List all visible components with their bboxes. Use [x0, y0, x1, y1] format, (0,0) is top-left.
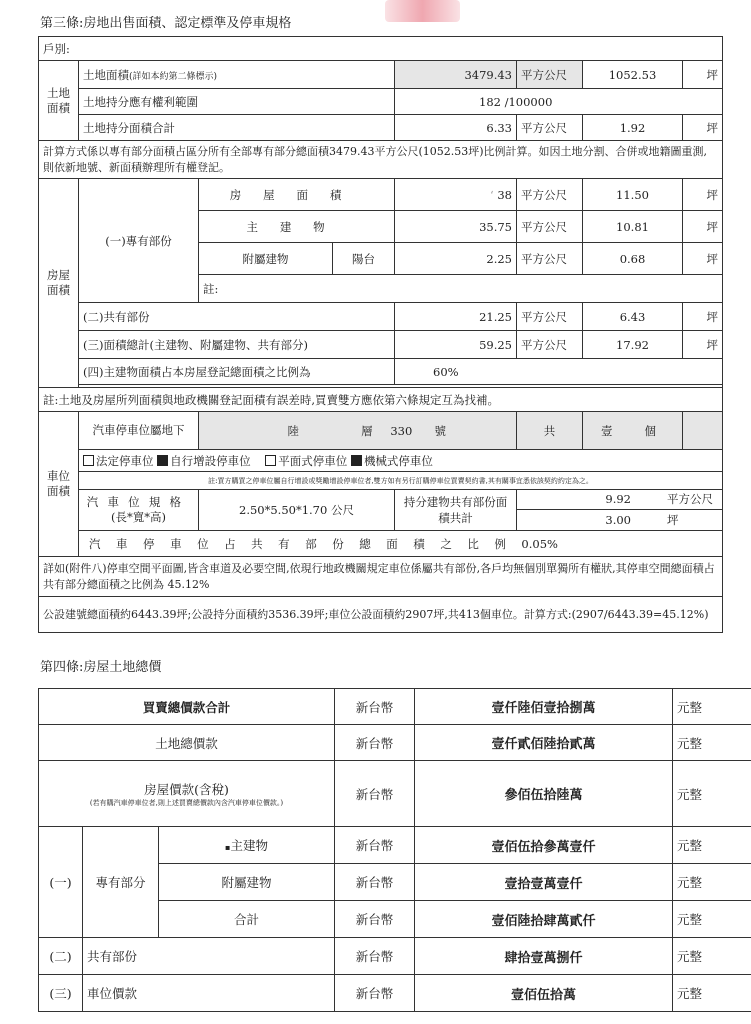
land-right-label: 土地持分應有權利範圍 — [79, 89, 395, 115]
parking-count: 壹 個 — [583, 412, 683, 450]
checkbox-empty-icon — [265, 455, 276, 466]
price-total-label: 買賣總價款合計 — [39, 689, 335, 725]
land-note: 計算方式係以專有部分面積占區分所有全部專有部分總面積3479.43平方公尺(1052.53坪)比例計算。如因土地分割、合併或地籍圖重測,則依新地號、新面積辦理所有權登記。 — [39, 141, 723, 179]
section-3-title: 第三條:房地出售面積、認定標準及停車規格 — [40, 16, 292, 31]
unit-yuan: 元整 — [673, 901, 751, 938]
area-note: 註:土地及房屋所列面積與地政機關登記面積有誤差時,買賣雙方應依第六條規定互為找補。 — [39, 388, 723, 412]
checkbox-filled-icon — [157, 455, 168, 466]
price-house-label: 房屋價款(含稅) (若有購汽車停車位者,則上述買賣總價款內含汽車停車位價款。) — [39, 761, 335, 827]
price-parking-amount: 壹佰伍拾萬 — [415, 975, 673, 1012]
house-main-m2: 35.75 — [395, 211, 517, 243]
price-land-amount: 壹仟貳佰陸拾貳萬 — [415, 725, 673, 761]
unit-yuan: 元整 — [673, 725, 751, 761]
house-main-label: 主建物 — [199, 211, 395, 243]
price-land-label: 土地總價款 — [39, 725, 335, 761]
house-annex-label: 附屬建物 — [199, 243, 333, 275]
land-share-ping: 1.92 — [583, 115, 683, 141]
parking-spec-value: 2.50*5.50*1.70 公尺 — [199, 490, 395, 531]
unit-m2: 平方公尺 — [517, 243, 583, 275]
unit-m2: 平方公尺 — [517, 211, 583, 243]
parking-type-2[interactable]: 自行增設停車位 — [157, 454, 251, 468]
parking-location-label: 汽車停車位屬地下 — [79, 412, 199, 450]
unit-ping: 坪 — [683, 331, 723, 359]
house-group-label: 房屋面積 — [39, 179, 79, 388]
price-main-label: ▪主建物 — [159, 827, 335, 864]
parking-total-word: 共 — [517, 412, 583, 450]
parking-share-label: 持分建物共有部份面積共計 — [395, 490, 517, 531]
land-area-ping: 1052.53 — [583, 61, 683, 89]
price-common-label: 共有部份 — [83, 938, 335, 975]
unit-ping: 坪 — [683, 303, 723, 331]
price-subtotal-label: 合計 — [159, 901, 335, 938]
land-area-label: 土地面積(詳如本約第二條標示) — [79, 61, 395, 89]
price-subtotal-amount: 壹佰陸拾肆萬貳仟 — [415, 901, 673, 938]
currency: 新台幣 — [335, 725, 415, 761]
currency: 新台幣 — [335, 938, 415, 975]
house-building-ping: 11.50 — [583, 179, 683, 211]
price-table — [38, 688, 751, 1012]
household-row: 戶別: — [39, 37, 723, 61]
land-right-value: 182 /100000 — [395, 89, 723, 115]
house-building-label: 房屋面積 — [199, 179, 395, 211]
unit-m2: 平方公尺 — [517, 179, 583, 211]
land-share-m2: 6.33 — [395, 115, 517, 141]
unit-yuan: 元整 — [673, 975, 751, 1012]
parking-type-3[interactable]: 平面式停車位 — [265, 454, 347, 468]
house-common-m2: 21.25 — [395, 303, 517, 331]
area-table — [38, 36, 723, 633]
price-main-amount: 壹佰伍拾參萬壹仟 — [415, 827, 673, 864]
price-parking-num: (三) — [39, 975, 83, 1012]
currency: 新台幣 — [335, 689, 415, 725]
house-annex-type: 陽台 — [333, 243, 395, 275]
currency: 新台幣 — [335, 864, 415, 901]
price-common-amount: 肆拾壹萬捌仟 — [415, 938, 673, 975]
house-ratio-label: (四)主建物面積占本房屋登記總面積之比例為 — [79, 359, 395, 385]
parking-group-label: 車位面積 — [39, 412, 79, 557]
house-exclusive-label: (一)專有部份 — [79, 179, 199, 303]
land-group-label: 土地面積 — [39, 61, 79, 141]
red-stamp-mark — [385, 0, 460, 22]
unit-m2: 平方公尺 — [517, 115, 583, 141]
house-total-m2: 59.25 — [395, 331, 517, 359]
parking-note: 詳如(附件八)停車空間平面圖,皆含車道及必要空間,依現行地政機關規定車位係屬共有部份,各戶均無個別單獨所有權狀,其停車空間總面積占共有部分總面積之比例為 45.12% — [39, 557, 723, 597]
price-annex-amount: 壹拾壹萬壹仟 — [415, 864, 673, 901]
unit-ping: 坪 — [683, 211, 723, 243]
unit-ping: 坪 — [683, 115, 723, 141]
parking-ratio: 汽車停車位占共有部份總面積之比例0.05% — [79, 531, 723, 557]
currency: 新台幣 — [335, 761, 415, 827]
house-total-label: (三)面積總計(主建物、附屬建物、共有部分) — [79, 331, 395, 359]
house-annex-m2: 2.25 — [395, 243, 517, 275]
house-main-ping: 10.81 — [583, 211, 683, 243]
house-ratio-value: 60% — [395, 359, 723, 385]
section-4-title: 第四條:房屋土地總價 — [40, 660, 162, 675]
house-note: 註: — [199, 275, 723, 303]
price-exclusive-label: 專有部分 — [83, 827, 159, 938]
house-total-ping: 17.92 — [583, 331, 683, 359]
unit-m2: 平方公尺 — [517, 61, 583, 89]
land-area-m2: 3479.43 — [395, 61, 517, 89]
house-common-label: (二)共有部份 — [79, 303, 395, 331]
unit-yuan: 元整 — [673, 938, 751, 975]
house-annex-ping: 0.68 — [583, 243, 683, 275]
unit-yuan: 元整 — [673, 689, 751, 725]
parking-spec-label: 汽車位規格 (長*寬*高) — [79, 490, 199, 531]
parking-floor-number: 陸 層 330 號 — [199, 412, 517, 450]
currency: 新台幣 — [335, 827, 415, 864]
currency: 新台幣 — [335, 901, 415, 938]
price-annex-label: 附屬建物 — [159, 864, 335, 901]
house-common-ping: 6.43 — [583, 303, 683, 331]
house-building-m2: ‘ 38 — [395, 179, 517, 211]
unit-m2: 平方公尺 — [517, 303, 583, 331]
currency: 新台幣 — [335, 975, 415, 1012]
unit-ping: 坪 — [683, 179, 723, 211]
price-common-num: (二) — [39, 938, 83, 975]
parking-types — [79, 450, 723, 472]
unit-yuan: 元整 — [673, 761, 751, 827]
checkbox-filled-icon — [351, 455, 362, 466]
parking-buyer-note: 註:買方購買之停車位屬自行增設或獎勵增設停車位者,雙方如有另行訂購停車位買賣契約書,其有關事宜悉依該契約約定為之。 — [79, 472, 723, 490]
public-note: 公設建號總面積約6443.39坪;公設持分面積約3536.39坪;車位公設面積約2907坪,共413個車位。計算方式:(2907/6443.39=45.12%) — [39, 597, 723, 633]
price-total-amount: 壹仟陸佰壹拾捌萬 — [415, 689, 673, 725]
unit-ping: 坪 — [683, 243, 723, 275]
unit-m2: 平方公尺 — [517, 331, 583, 359]
parking-share-values: 9.92 平方公尺 3.00 坪 — [517, 490, 723, 531]
unit-ping: 坪 — [683, 61, 723, 89]
price-parking-label: 車位價款 — [83, 975, 335, 1012]
checkbox-empty-icon — [83, 455, 94, 466]
unit-yuan: 元整 — [673, 827, 751, 864]
land-share-label: 土地持分面積合計 — [79, 115, 395, 141]
parking-type-4[interactable]: 機械式停車位 — [351, 454, 433, 468]
unit-yuan: 元整 — [673, 864, 751, 901]
price-house-amount: 參佰伍拾陸萬 — [415, 761, 673, 827]
parking-type-1[interactable]: 法定停車位 — [83, 454, 154, 468]
price-exclusive-num: (一) — [39, 827, 83, 938]
